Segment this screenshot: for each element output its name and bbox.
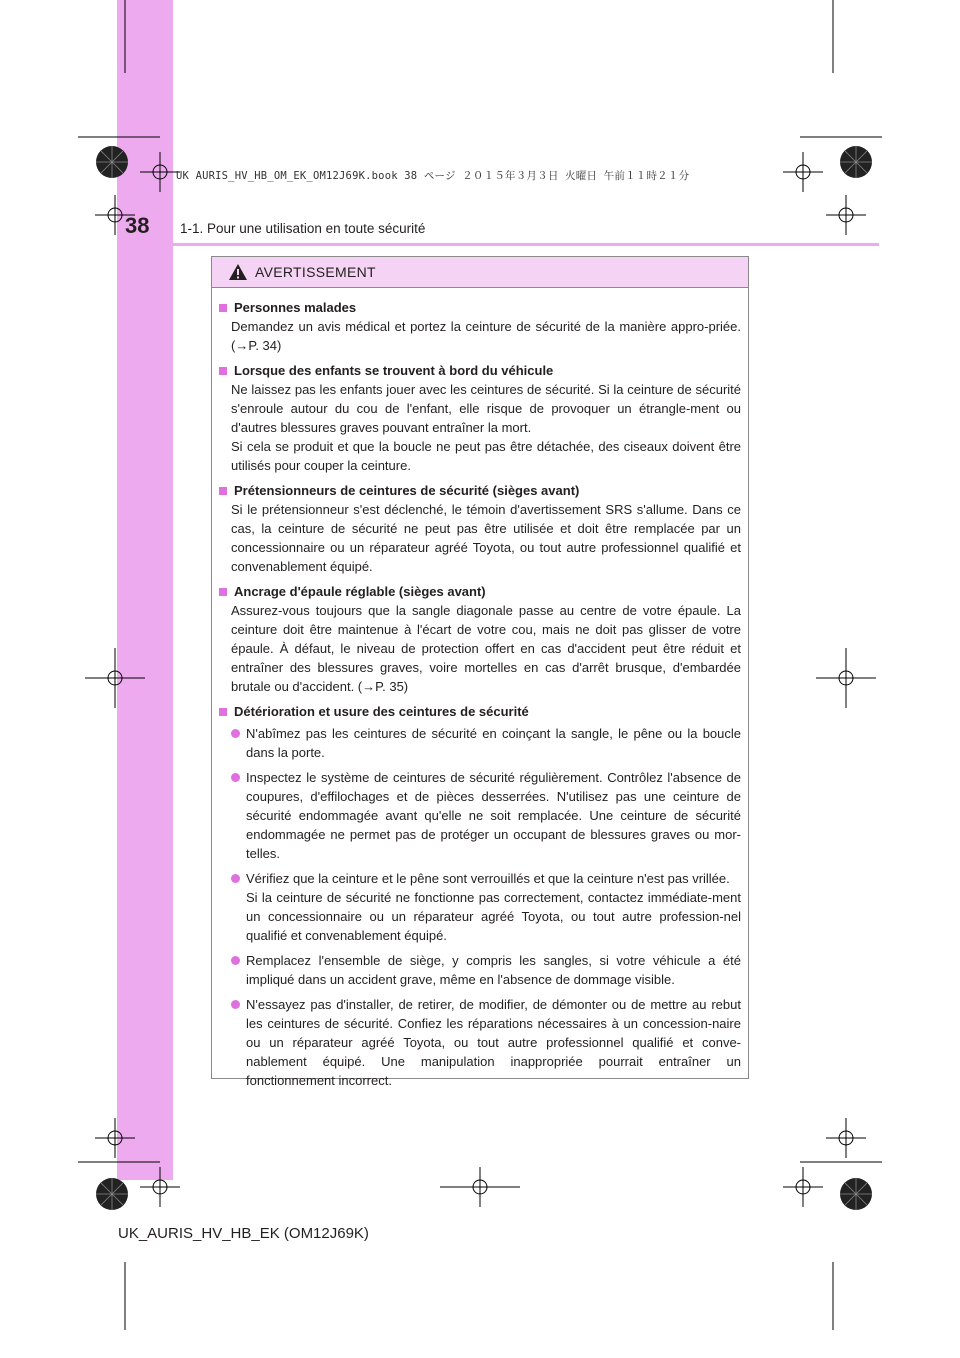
section-paragraph: Assurez-vous toujours que la sangle diagonale passe au centre de votre épaule. La ceinture doit être maintenue à l'écart de votre cou, mais ne doit pas glisser de votre épaule. À défaut, le niveau de protection offert en cas d'accident peut être réduit et entraîner des blessures graves, voire mortelles en cas d'arrêt brusque, d'embardée brutale ou d'accident. (→P. 35) <box>231 603 741 694</box>
round-bullet-icon <box>231 956 240 965</box>
page-number: 38 <box>125 213 150 238</box>
round-bullet-icon <box>231 1000 240 1009</box>
round-bullet-icon <box>231 773 240 782</box>
section-heading: Lorsque des enfants se trouvent à bord du véhicule <box>234 363 554 378</box>
section-pretensionneurs <box>219 481 741 576</box>
footer-code: UK_AURIS_HV_HB_EK (OM12J69K) <box>118 1225 369 1242</box>
section-heading: Détérioration et usure des ceintures de sécurité <box>234 704 529 719</box>
square-bullet-icon <box>219 588 227 596</box>
square-bullet-icon <box>219 304 227 312</box>
section-paragraph: Si le prétensionneur s'est déclenché, le témoin d'avertissement SRS s'allume. Dans ce cas, la ceinture de sécurité ne peut pas être utilisée et doit être remplacée par un concessionnaire ou un réparateur agréé Toyota, ou tout autre professionnel qualifié et convenablement équipé. <box>231 502 741 574</box>
square-bullet-icon <box>219 367 227 375</box>
round-bullet-icon <box>231 874 240 883</box>
section-heading: Prétensionneurs de ceintures de sécurité (sièges avant) <box>234 483 580 498</box>
section-title: 1-1. Pour une utilisation en toute sécurité <box>180 221 426 236</box>
section-enfants <box>219 361 741 475</box>
section-paragraph: Si cela se produit et que la boucle ne peut pas être détachée, des ciseaux doivent être utilisés pour couper la ceinture. <box>231 439 741 473</box>
list-item: Inspectez le système de ceintures de sécurité régulièrement. Contrôlez l'absence de coupures, d'effilochages et de pièces desserrées. N'utilisez pas une ceinture de sécurité endommagée avant qu'elle ne soit remplacée. Une ceinture de sécurité endommagée ne permet pas de protéger un occupant de blessures graves ou mor-telles. <box>219 768 741 863</box>
section-heading: Ancrage d'épaule réglable (sièges avant) <box>234 584 486 599</box>
list-item: Remplacez l'ensemble de siège, y compris les sangles, si votre véhicule a été impliqué dans un accident grave, même en l'absence de dommage visible. <box>219 951 741 989</box>
list-item: N'essayez pas d'installer, de retirer, de modifier, de démonter ou de mettre au rebut les ceintures de sécurité. Confiez les réparations nécessaires à un concession-naire ou un réparateur agréé Toyota, ou tout autre professionnel qualifié et conve-nablement équipé. Une manipulation inappropriée pourrait entraîner un fonctionnement incorrect. <box>219 995 741 1090</box>
warning-triangle-icon <box>228 263 248 281</box>
item-text-line: Si la ceinture de sécurité ne fonctionne pas correctement, contactez immédiate-ment un concessionnaire ou un réparateur agréé Toyota, ou tout autre profession-nel qualifié et convenablement équipé. <box>246 890 741 943</box>
section-heading: Personnes malades <box>234 300 357 315</box>
section-paragraph: Ne laissez pas les enfants jouer avec les ceintures de sécurité. Si la ceinture de sécurité s'enroule autour du cou de l'enfant, elle risque de provoquer un étrangle-ment ou d'autres blessures graves pouvant entraîner la mort. <box>231 382 741 435</box>
item-text-line: Vérifiez que la ceinture et le pêne sont verrouillés et que la ceinture n'est pas vrillée. <box>246 871 730 886</box>
square-bullet-icon <box>219 708 227 716</box>
section-deterioration <box>219 702 741 1090</box>
warning-box <box>211 256 749 1088</box>
section-personnes-malades <box>219 298 741 355</box>
warning-title: AVERTISSEMENT <box>255 264 376 280</box>
warning-header <box>212 257 748 288</box>
list-item: N'abîmez pas les ceintures de sécurité en coinçant la sangle, le pêne ou la boucle dans la porte. <box>219 724 741 762</box>
section-ancrage <box>219 582 741 696</box>
square-bullet-icon <box>219 487 227 495</box>
warning-body <box>212 288 748 1090</box>
list-item <box>219 869 741 945</box>
file-stamp: UK AURIS_HV_HB_OM_EK_OM12J69K.book 38 ページ ２０１５年３月３日 火曜日 午前１１時２１分 <box>176 170 690 182</box>
round-bullet-icon <box>231 729 240 738</box>
section-paragraph: Demandez un avis médical et portez la ceinture de sécurité de la manière appro-priée. (→P. 34) <box>231 319 741 353</box>
